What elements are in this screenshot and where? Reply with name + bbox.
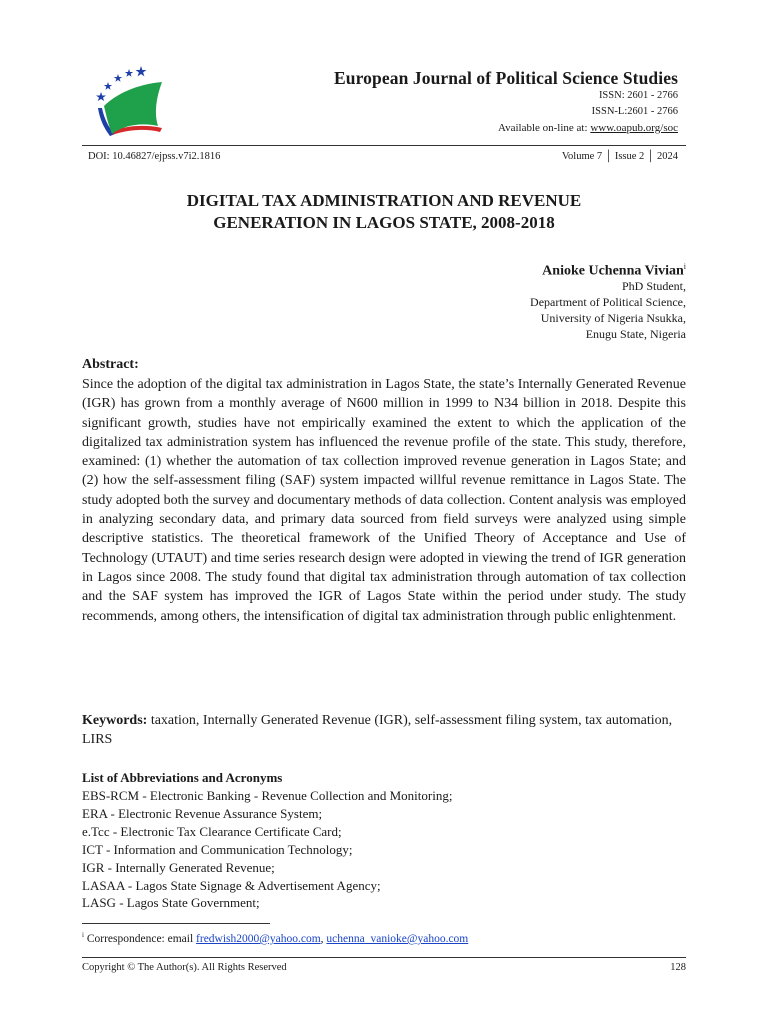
available-label: Available on-line at: <box>497 122 591 134</box>
abbreviations-list <box>82 787 452 912</box>
journal-url-link[interactable]: www.oapub.org/soc <box>590 122 678 134</box>
keywords <box>82 711 686 750</box>
footnote-rule <box>82 923 270 924</box>
email-separator: , <box>320 932 327 945</box>
affiliation-line: Department of Political Science, <box>530 295 686 309</box>
footnote-mark: i <box>683 262 686 271</box>
footer-rule <box>82 957 686 958</box>
list-item: ICT - Information and Communication Technology; <box>82 841 353 857</box>
email-link-2[interactable]: uchenna_vanioke@yahoo.com <box>326 932 469 945</box>
author-name <box>542 262 686 280</box>
author-name-text: Anioke Uchenna Vivian <box>542 263 684 279</box>
issn: ISSN: 2601 - 2766 <box>598 90 678 101</box>
available-online <box>498 122 678 134</box>
header-rule <box>82 145 686 146</box>
volume-issue-year: Volume 7 │ Issue 2 │ 2024 <box>561 151 678 162</box>
list-item: EBS-RCM - Electronic Banking - Revenue Collection and Monitoring; <box>82 788 453 803</box>
abbreviations-heading: List of Abbreviations and Acronyms <box>82 770 283 785</box>
affiliation-line: Enugu State, Nigeria <box>585 327 686 341</box>
doi: DOI: 10.46827/ejpss.v7i2.1816 <box>88 151 221 162</box>
list-item: IGR - Internally Generated Revenue; <box>82 859 275 875</box>
journal-logo <box>88 62 168 138</box>
keywords-text: taxation, Internally Generated Revenue (IGR), self-assessment filing system, tax automation, LIRS <box>82 713 673 748</box>
title-line-2: GENERATION IN LAGOS STATE, 2008-2018 <box>213 213 555 232</box>
affiliation-line: PhD Student, <box>621 279 686 293</box>
keywords-label: Keywords: <box>82 713 148 728</box>
list-item: e.Tcc - Electronic Tax Clearance Certificate Card; <box>82 823 342 839</box>
paper-title <box>100 190 668 234</box>
email-link-1[interactable]: fredwish2000@yahoo.com <box>196 932 321 945</box>
list-item: LASAA - Lagos State Signage & Advertisement Agency; <box>82 877 381 893</box>
issn-l: ISSN-L:2601 - 2766 <box>591 106 678 117</box>
footnote-mark: i <box>82 931 84 939</box>
affiliation-line: University of Nigeria Nsukka, <box>540 311 686 325</box>
list-item: ERA - Electronic Revenue Assurance System; <box>82 805 323 821</box>
copyright: Copyright © The Author(s). All Rights Reserved <box>82 962 287 973</box>
journal-name: European Journal of Political Science Studies <box>334 68 678 88</box>
page-number: 128 <box>670 962 686 973</box>
footnote <box>82 931 468 945</box>
footnote-label: Correspondence: email <box>83 932 197 945</box>
abstract-heading: Abstract: <box>82 357 139 372</box>
book-green-page <box>104 82 162 134</box>
title-line-1: DIGITAL TAX ADMINISTRATION AND REVENUE <box>186 191 582 210</box>
abstract-text: Since the adoption of the digital tax administration in Lagos State, the state’s Internally Generated Revenue (IGR) has grown from a monthly average of N600 million in 1999 to N34 billion in 2018. Despite this significant growth, studies have not empirically examined the extent to which the application of the digitalized tax administration system has influenced the revenue profile of the state. This study, therefore, examined: (1) whether the automation of tax collection improved revenue generation in Lagos State; and (2) how the self-assessment filing (SAF) system impacted willful revenue remittance in Lagos State. The study adopted both the survey and documentary methods of data collection. Content analysis was employed in analyzing secondary data, and primary data sourced from field surveys were analyzed using simple descriptive statistics. The theoretical framework of the Unified Theory of Acceptance and Use of Technology (UTAUT) and time series research design were adopted in viewing the trend of IGR generation in Lagos since 2008. The study found that digital tax administration through automation of tax collection and the SAF system has improved the IGR of Lagos State within the period under study. The study recommends, among others, the intensification of digital tax administration through public enlightenment. <box>82 377 686 624</box>
list-item: LASG - Lagos State Government; <box>82 895 260 911</box>
